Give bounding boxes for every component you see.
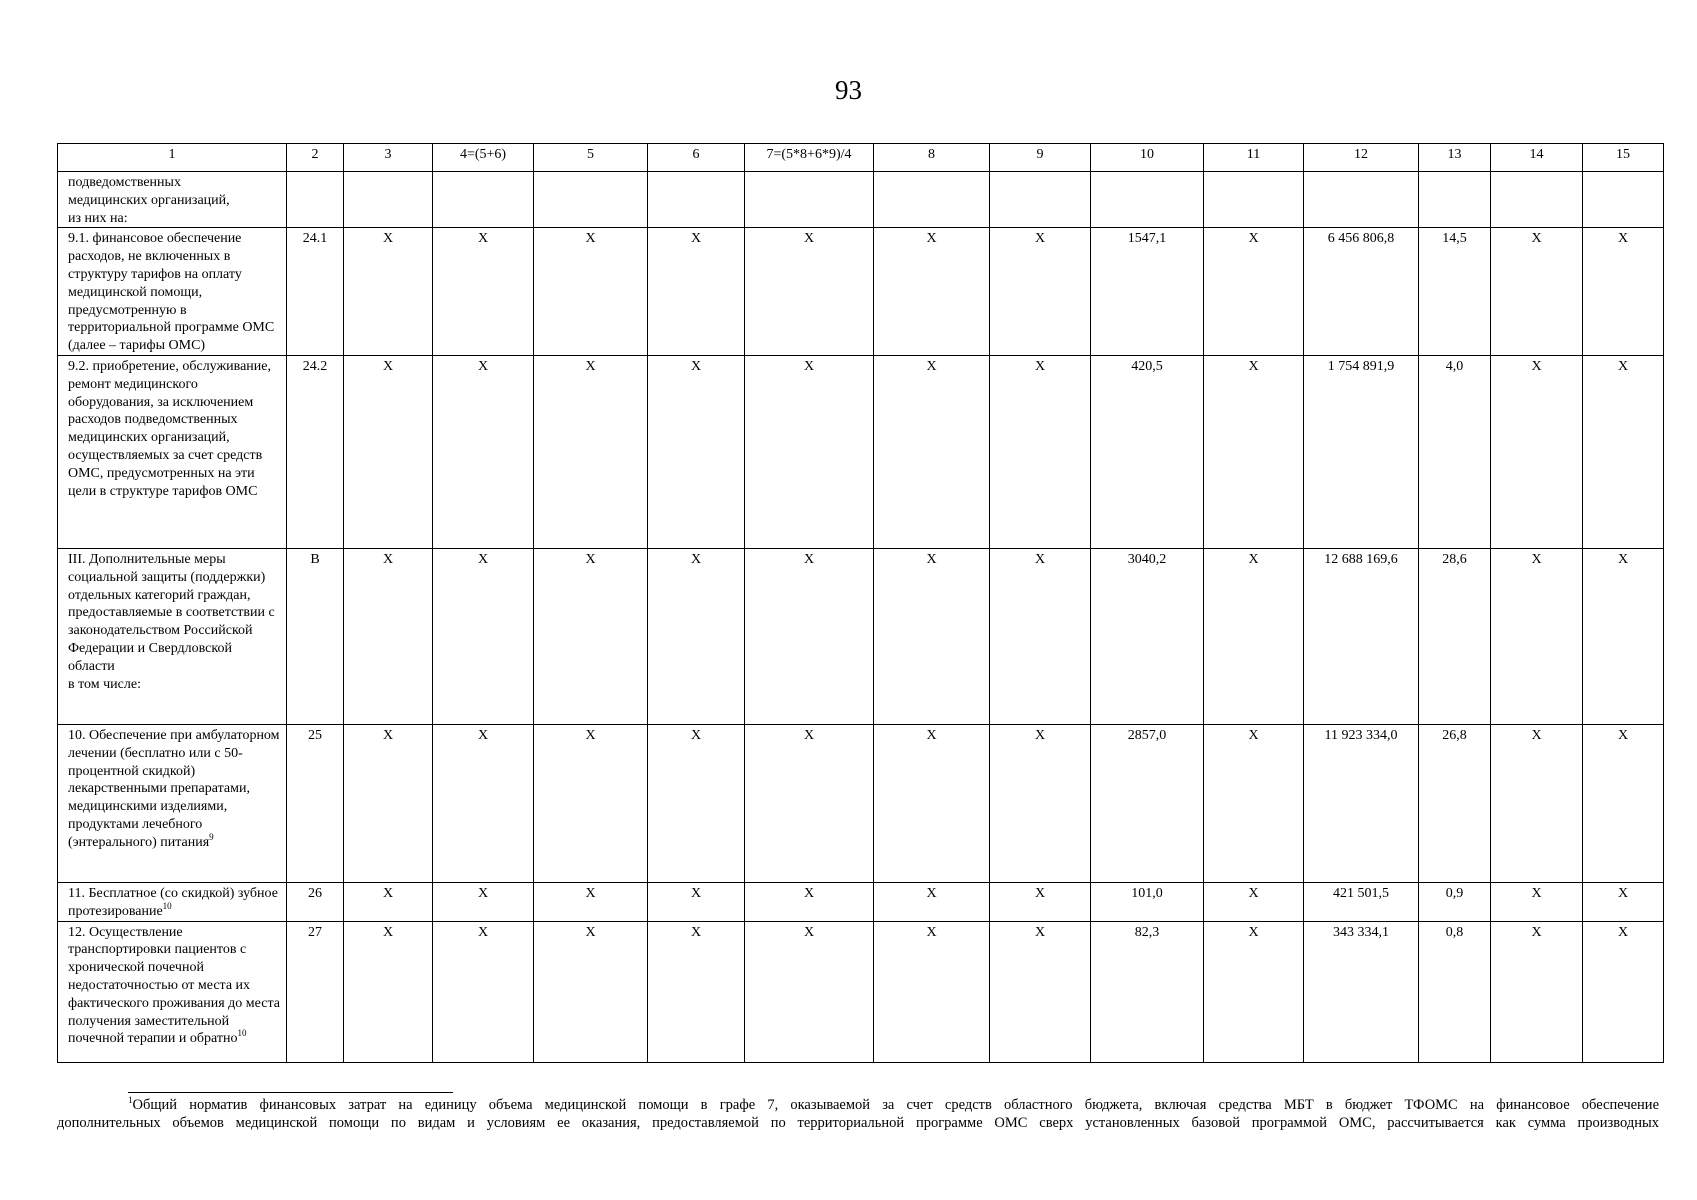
- table-cell-col-8: X: [874, 921, 990, 1062]
- table-cell-col-5: X: [534, 228, 648, 356]
- table-cell-col-2: 24.1: [287, 228, 344, 356]
- table-cell-col-14: X: [1491, 882, 1583, 921]
- table-cell-col-13: 0,8: [1419, 921, 1491, 1062]
- header-cell-2: 2: [287, 144, 344, 172]
- table-cell-col-7: X: [745, 355, 874, 548]
- table-cell-col-3: X: [344, 724, 433, 882]
- table-cell-col-13: [1419, 172, 1491, 228]
- header-cell-7: 7=(5*8+6*9)/4: [745, 144, 874, 172]
- table-cell-col-10: [1091, 172, 1204, 228]
- table-cell-col-6: X: [648, 724, 745, 882]
- table-cell-col-4: X: [433, 355, 534, 548]
- table-row: [58, 355, 1664, 548]
- table-cell-col-9: X: [990, 355, 1091, 548]
- table-cell-col-8: X: [874, 548, 990, 724]
- table-cell-col-2: 25: [287, 724, 344, 882]
- header-cell-12: 12: [1304, 144, 1419, 172]
- table-cell-col-8: X: [874, 228, 990, 356]
- row-name-cell: [58, 355, 287, 548]
- table-cell-col-7: X: [745, 228, 874, 356]
- table-cell-col-10: 1547,1: [1091, 228, 1204, 356]
- row-name-cell: [58, 724, 287, 882]
- data-table: [57, 143, 1664, 1063]
- footnote-line-2: дополнительных объемов медицинской помощи по видам и условиям ее оказания, предоставляемой по территориальной программе ОМС сверх установленных базовой программой ОМС, рассчитывается как сумма производных: [57, 1115, 1659, 1131]
- table-cell-col-12: 11 923 334,0: [1304, 724, 1419, 882]
- table-cell-col-9: [990, 172, 1091, 228]
- row-name: 11. Бесплатное (со скидкой) зубное протезирование: [68, 885, 278, 919]
- header-cell-1: 1: [58, 144, 287, 172]
- table-cell-col-2: B: [287, 548, 344, 724]
- table-cell-col-14: X: [1491, 548, 1583, 724]
- table-header: [58, 144, 1664, 172]
- table-cell-col-12: 6 456 806,8: [1304, 228, 1419, 356]
- table-cell-col-11: X: [1204, 724, 1304, 882]
- footnote-separator: [128, 1092, 453, 1093]
- table-cell-col-8: [874, 172, 990, 228]
- footnote-marker: 1: [128, 1095, 133, 1105]
- table-cell-col-6: X: [648, 921, 745, 1062]
- row-name: 10. Обеспечение при амбулаторном лечении (бесплатно или с 50-процентной скидкой) лекарственными препаратами, медицинскими изделиями, продуктами лечебного (энтерального) питания: [68, 727, 280, 850]
- table-cell-col-11: X: [1204, 548, 1304, 724]
- footnote-ref: 10: [162, 900, 172, 911]
- table-cell-col-4: [433, 172, 534, 228]
- table-cell-col-8: X: [874, 355, 990, 548]
- table-cell-col-12: 421 501,5: [1304, 882, 1419, 921]
- footnote-ref: 10: [237, 1028, 247, 1039]
- table-cell-col-6: X: [648, 548, 745, 724]
- table-cell-col-10: 420,5: [1091, 355, 1204, 548]
- row-name: 9.2. приобретение, обслуживание, ремонт медицинского оборудования, за исключением расходов подведомственных медицинских организаций, осуществляемых за счет средств ОМС, предусмотренных на эти цели в структуре тарифов ОМС: [68, 358, 271, 499]
- table-cell-col-14: [1491, 172, 1583, 228]
- header-cell-15: 15: [1583, 144, 1664, 172]
- table-body: [58, 172, 1664, 1063]
- header-cell-3: 3: [344, 144, 433, 172]
- table-cell-col-4: X: [433, 548, 534, 724]
- table-cell-col-12: 343 334,1: [1304, 921, 1419, 1062]
- header-cell-9: 9: [990, 144, 1091, 172]
- table-cell-col-14: X: [1491, 355, 1583, 548]
- table-cell-col-11: X: [1204, 355, 1304, 548]
- table-cell-col-14: X: [1491, 724, 1583, 882]
- table-cell-col-3: X: [344, 355, 433, 548]
- table-cell-col-12: 1 754 891,9: [1304, 355, 1419, 548]
- table-cell-col-9: X: [990, 882, 1091, 921]
- footnote: [57, 1096, 1659, 1132]
- header-cell-4: 4=(5+6): [433, 144, 534, 172]
- table-row: [58, 172, 1664, 228]
- table-cell-col-2: 27: [287, 921, 344, 1062]
- row-name-cell: [58, 921, 287, 1062]
- header-cell-10: 10: [1091, 144, 1204, 172]
- table-cell-col-5: X: [534, 548, 648, 724]
- table-cell-col-13: 28,6: [1419, 548, 1491, 724]
- table-cell-col-11: X: [1204, 882, 1304, 921]
- table-cell-col-2: 26: [287, 882, 344, 921]
- table-cell-col-4: X: [433, 921, 534, 1062]
- table-cell-col-2: [287, 172, 344, 228]
- header-cell-14: 14: [1491, 144, 1583, 172]
- footnote-line-1: [57, 1096, 1659, 1114]
- header-cell-11: 11: [1204, 144, 1304, 172]
- table-cell-col-11: X: [1204, 228, 1304, 356]
- table-cell-col-2: 24.2: [287, 355, 344, 548]
- table-cell-col-14: X: [1491, 228, 1583, 356]
- header-row: [58, 144, 1664, 172]
- table-cell-col-14: X: [1491, 921, 1583, 1062]
- page-number: 93: [835, 75, 862, 105]
- table-cell-col-3: X: [344, 548, 433, 724]
- table-cell-col-4: X: [433, 724, 534, 882]
- table-cell-col-9: X: [990, 724, 1091, 882]
- table-cell-col-7: X: [745, 882, 874, 921]
- table-cell-col-5: X: [534, 882, 648, 921]
- table-cell-col-3: X: [344, 228, 433, 356]
- table-cell-col-15: X: [1583, 921, 1664, 1062]
- table-cell-col-15: X: [1583, 228, 1664, 356]
- table-cell-col-10: 2857,0: [1091, 724, 1204, 882]
- row-name: 12. Осуществление транспортировки пациентов с хронической почечной недостаточностью от места их фактического проживания до места получения заместительной почечной терапии и обратно: [68, 924, 280, 1047]
- table-cell-col-11: [1204, 172, 1304, 228]
- table-row: [58, 921, 1664, 1062]
- table-cell-col-5: X: [534, 921, 648, 1062]
- footnote-text-1: Общий норматив финансовых затрат на единицу объема медицинской помощи в графе 7, оказываемой за счет средств областного бюджета, включая средства МБТ в бюджет ТФОМС на финансовое обеспечение: [132, 1097, 1659, 1113]
- table-cell-col-3: X: [344, 882, 433, 921]
- table-row: [58, 882, 1664, 921]
- table-cell-col-5: X: [534, 724, 648, 882]
- table-cell-col-9: X: [990, 548, 1091, 724]
- table-cell-col-8: X: [874, 724, 990, 882]
- header-cell-6: 6: [648, 144, 745, 172]
- table-cell-col-12: [1304, 172, 1419, 228]
- table-cell-col-6: [648, 172, 745, 228]
- row-name: 9.1. финансовое обеспечение расходов, не включенных в структуру тарифов на оплату медицинской помощи, предусмотренную в территориальной программе ОМС (далее – тарифы ОМС): [68, 231, 275, 354]
- table-cell-col-4: X: [433, 882, 534, 921]
- header-cell-13: 13: [1419, 144, 1491, 172]
- table-cell-col-12: 12 688 169,6: [1304, 548, 1419, 724]
- table-cell-col-7: X: [745, 724, 874, 882]
- table-cell-col-13: 14,5: [1419, 228, 1491, 356]
- row-name-cell: [58, 548, 287, 724]
- table-cell-col-11: X: [1204, 921, 1304, 1062]
- header-cell-5: 5: [534, 144, 648, 172]
- table-cell-col-3: [344, 172, 433, 228]
- table-cell-col-15: X: [1583, 355, 1664, 548]
- table-cell-col-6: X: [648, 882, 745, 921]
- header-cell-8: 8: [874, 144, 990, 172]
- table-cell-col-15: [1583, 172, 1664, 228]
- table-cell-col-10: 3040,2: [1091, 548, 1204, 724]
- table-cell-col-7: [745, 172, 874, 228]
- table-cell-col-10: 82,3: [1091, 921, 1204, 1062]
- table-row: [58, 724, 1664, 882]
- table-cell-col-7: X: [745, 548, 874, 724]
- table-cell-col-3: X: [344, 921, 433, 1062]
- table-cell-col-9: X: [990, 228, 1091, 356]
- row-name: подведомственных медицинских организаций, из них на:: [68, 175, 230, 226]
- table-cell-col-5: [534, 172, 648, 228]
- table-cell-col-10: 101,0: [1091, 882, 1204, 921]
- footnote-ref: 9: [209, 831, 214, 842]
- table-cell-col-5: X: [534, 355, 648, 548]
- table-cell-col-6: X: [648, 228, 745, 356]
- table-cell-col-13: 0,9: [1419, 882, 1491, 921]
- table-cell-col-4: X: [433, 228, 534, 356]
- table-cell-col-8: X: [874, 882, 990, 921]
- row-name-cell: [58, 882, 287, 921]
- row-name-cell: [58, 172, 287, 228]
- row-name: III. Дополнительные меры социальной защиты (поддержки) отдельных категорий граждан, предоставляемые в соответствии с законодательством Российской Федерации и Свердловской области в том числе:: [68, 551, 275, 692]
- table-cell-col-13: 4,0: [1419, 355, 1491, 548]
- table-cell-col-7: X: [745, 921, 874, 1062]
- table-cell-col-9: X: [990, 921, 1091, 1062]
- table-cell-col-15: X: [1583, 724, 1664, 882]
- table-row: [58, 548, 1664, 724]
- table-cell-col-13: 26,8: [1419, 724, 1491, 882]
- table-cell-col-15: X: [1583, 548, 1664, 724]
- table-cell-col-15: X: [1583, 882, 1664, 921]
- table-cell-col-6: X: [648, 355, 745, 548]
- table-row: [58, 228, 1664, 356]
- row-name-cell: [58, 228, 287, 356]
